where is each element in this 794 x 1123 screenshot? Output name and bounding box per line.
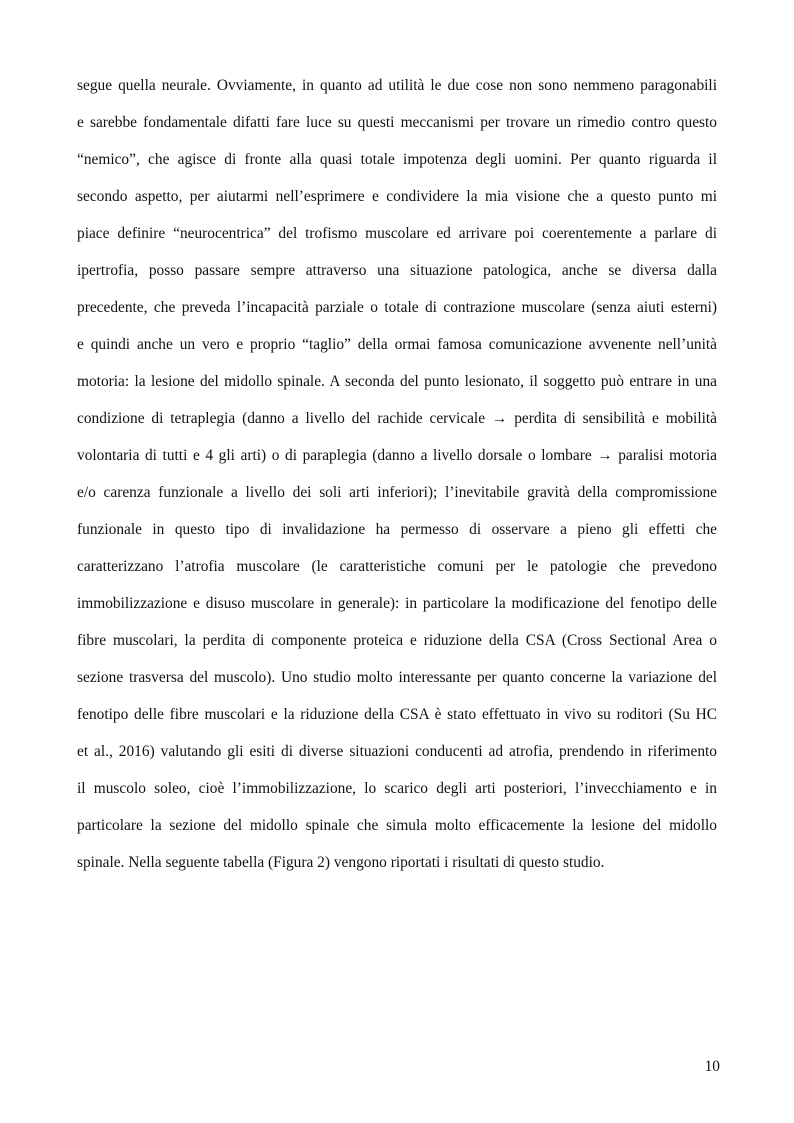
paragraph-line: “nemico”, che agisce di fronte alla quasi totale impotenza degli uomini. Per quanto riguarda il (77, 151, 717, 168)
paragraph-line: fibre muscolari, la perdita di componente proteica e riduzione della CSA (Cross Sectional Area o (77, 632, 717, 649)
paragraph-line: e/o carenza funzionale a livello dei soli arti inferiori); l’inevitabile gravità della compromissione (77, 484, 717, 501)
paragraph-line: et al., 2016) valutando gli esiti di diverse situazioni conducenti ad atrofia, prendendo in riferimento (77, 743, 717, 760)
paragraph-line: immobilizzazione e disuso muscolare in generale): in particolare la modificazione del fenotipo delle (77, 595, 717, 612)
body-paragraph (77, 73, 717, 887)
paragraph-line: secondo aspetto, per aiutarmi nell’esprimere e condividere la mia visione che a questo punto mi (77, 188, 717, 205)
paragraph-line: funzionale in questo tipo di invalidazione ha permesso di osservare a pieno gli effetti che (77, 521, 717, 538)
paragraph-line: piace definire “neurocentrica” del trofismo muscolare ed arrivare poi coerentemente a parlare di (77, 225, 717, 242)
paragraph-line: particolare la sezione del midollo spinale che simula molto efficacemente la lesione del midollo (77, 817, 717, 834)
paragraph-line: fenotipo delle fibre muscolari e la riduzione della CSA è stato effettuato in vivo su roditori (Su HC (77, 706, 717, 723)
paragraph-line: spinale. Nella seguente tabella (Figura 2) vengono riportati i risultati di questo studio. (77, 854, 605, 871)
paragraph-line: il muscolo soleo, cioè l’immobilizzazione, lo scarico degli arti posteriori, l’invecchiamento e in (77, 780, 717, 797)
paragraph-line: sezione trasversa del muscolo). Uno studio molto interessante per quanto concerne la variazione del (77, 669, 717, 686)
paragraph-line: segue quella neurale. Ovviamente, in quanto ad utilità le due cose non sono nemmeno paragonabili (77, 77, 717, 94)
paragraph-line: e sarebbe fondamentale difatti fare luce su questi meccanismi per trovare un rimedio contro questo (77, 114, 717, 131)
paragraph-line: volontaria di tutti e 4 gli arti) o di paraplegia (danno a livello dorsale o lombare → paralisi motoria (77, 447, 717, 464)
page-number: 10 (704, 1058, 720, 1075)
paragraph-line: ipertrofia, posso passare sempre attraverso una situazione patologica, anche se diversa dalla (77, 262, 717, 279)
paragraph-line: e quindi anche un vero e proprio “taglio” della ormai famosa comunicazione avvenente nell’unità (77, 336, 717, 353)
paragraph-line: condizione di tetraplegia (danno a livello del rachide cervicale → perdita di sensibilità e mobilità (77, 410, 717, 427)
paragraph-line: precedente, che preveda l’incapacità parziale o totale di contrazione muscolare (senza aiuti esterni) (77, 299, 717, 316)
paragraph-line: motoria: la lesione del midollo spinale. A seconda del punto lesionato, il soggetto può entrare in una (77, 373, 717, 390)
paragraph-line: caratterizzano l’atrofia muscolare (le caratteristiche comuni per le patologie che prevedono (77, 558, 717, 575)
